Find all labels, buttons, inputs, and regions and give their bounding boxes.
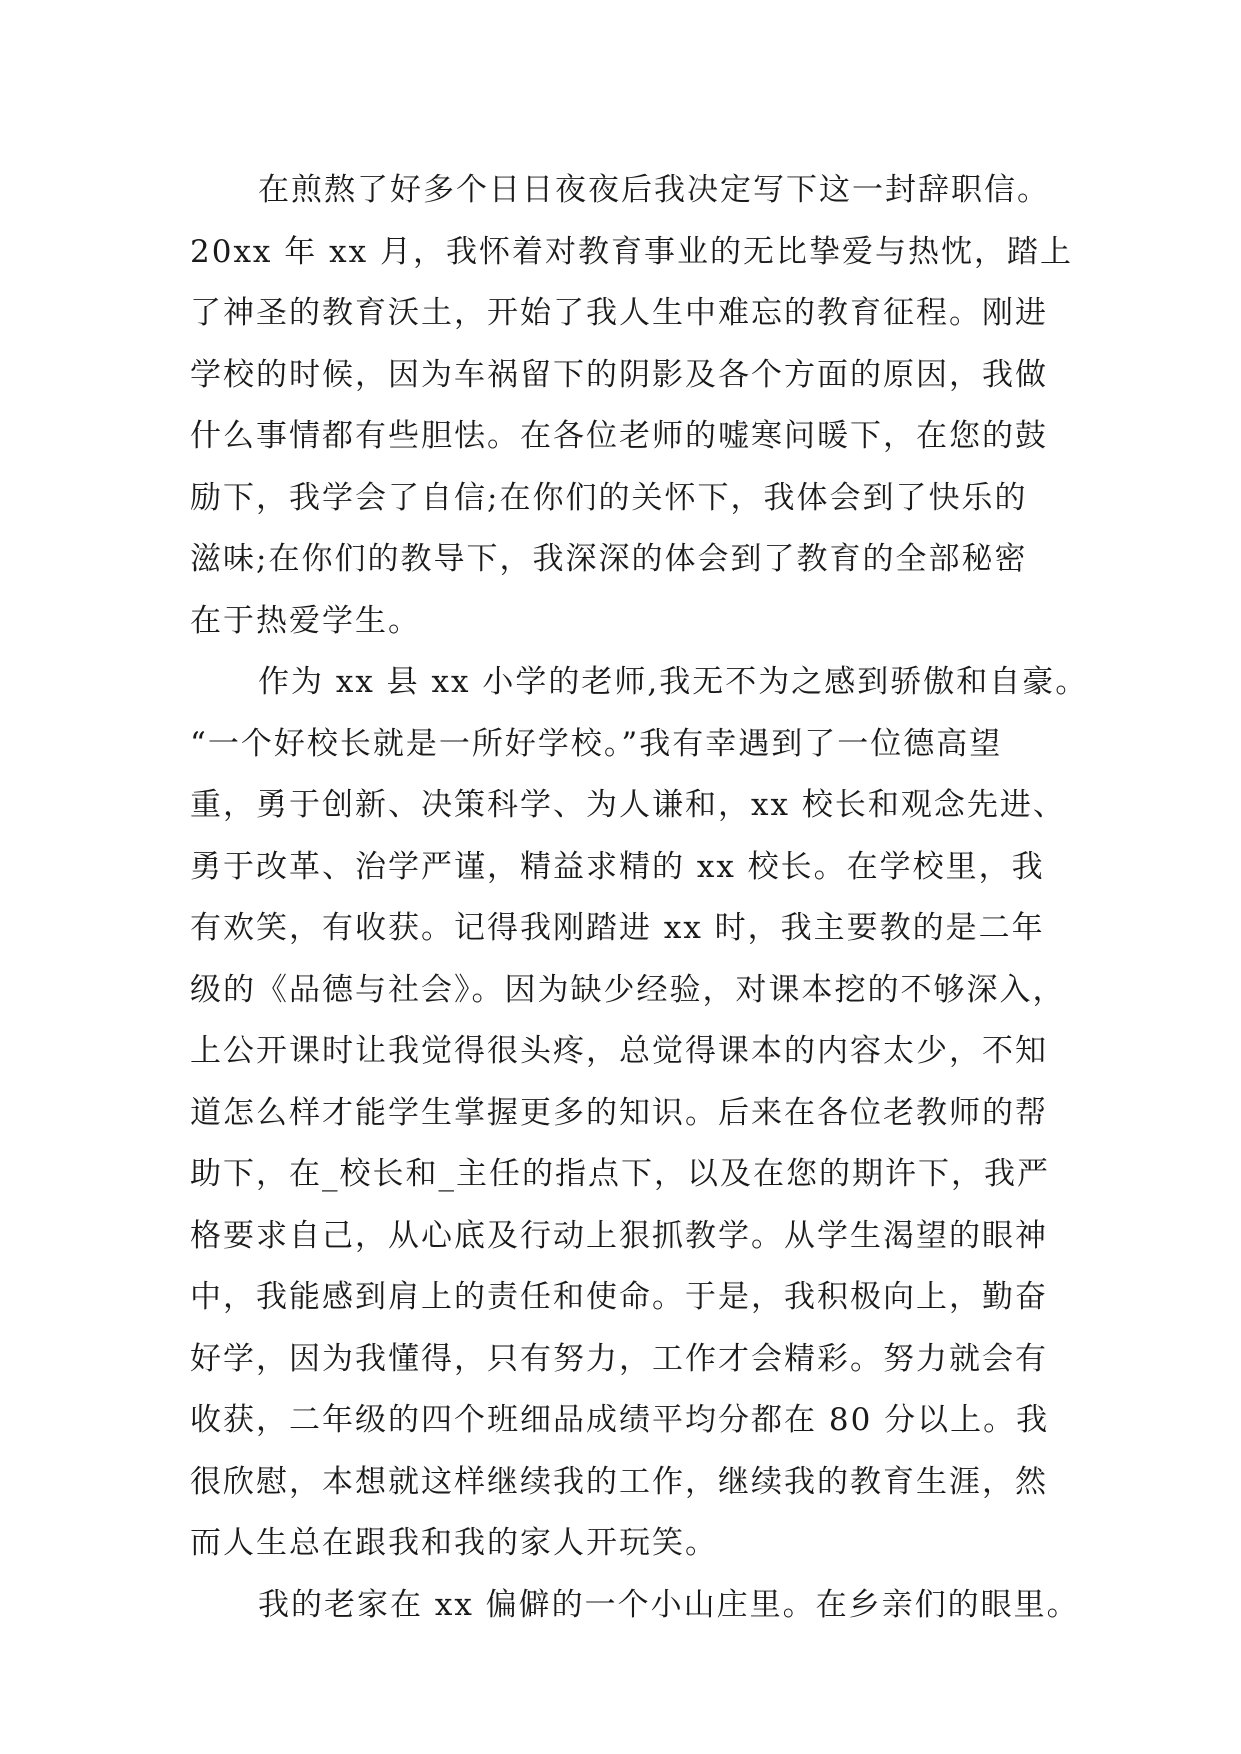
paragraph-1-line-1: 在煎熬了好多个日日夜夜后我决定写下这一封辞职信。 bbox=[258, 172, 1050, 208]
paragraph-1-line-7: 滋味;在你们的教导下，我深深的体会到了教育的全部秘密 bbox=[190, 541, 1028, 577]
paragraph-1-line-3: 了神圣的教育沃土，开始了我人生中难忘的教育征程。刚进 bbox=[190, 295, 1048, 331]
paragraph-2-line-14: 很欣慰，本想就这样继续我的工作，继续我的教育生涯，然 bbox=[190, 1463, 1048, 1500]
paragraph-2-line-11: 中，我能感到肩上的责任和使命。于是，我积极向上，勤奋 bbox=[190, 1279, 1048, 1315]
paragraph-2-line-13: 收获，二年级的四个班细品成绩平均分都在 80 分以上。我 bbox=[190, 1402, 1050, 1438]
paragraph-1-line-8: 在于热爱学生。 bbox=[190, 602, 421, 639]
paragraph-2-line-6: 级的《品德与社会》。因为缺少经验，对课本挖的不够深入， bbox=[190, 971, 1066, 1008]
paragraph-3-line-1: 我的老家在 xx 偏僻的一个小山庄里。在乡亲们的眼里。 bbox=[258, 1586, 1080, 1623]
paragraph-1-line-4: 学校的时候，因为车祸留下的阴影及各个方面的原因，我做 bbox=[190, 356, 1048, 393]
letter-body bbox=[190, 160, 1089, 1636]
paragraph-2-line-10: 格要求自己，从心底及行动上狠抓教学。从学生渴望的眼神 bbox=[190, 1217, 1048, 1254]
paragraph-2-line-2: “一个好校长就是一所好学校。”我有幸遇到了一位德高望 bbox=[190, 725, 1003, 762]
paragraph-2-line-4: 勇于改革、治学严谨，精益求精的 xx 校长。在学校里，我 bbox=[190, 848, 1045, 885]
paragraph-2-line-1: 作为 xx 县 xx 小学的老师,我无不为之感到骄傲和自豪。 bbox=[258, 664, 1089, 700]
paragraph-2-line-5: 有欢笑，有收获。记得我刚踏进 xx 时，我主要教的是二年 bbox=[190, 910, 1045, 946]
paragraph-2-line-8: 道怎么样才能学生掌握更多的知识。后来在各位老教师的帮 bbox=[190, 1094, 1048, 1131]
paragraph-2-line-3: 重，勇于创新、决策科学、为人谦和，xx 校长和观念先进、 bbox=[190, 787, 1066, 823]
paragraph-1-line-2: 20xx 年 xx 月，我怀着对教育事业的无比挚爱与热忱，踏上 bbox=[190, 233, 1073, 270]
paragraph-2-line-12: 好学，因为我懂得，只有努力，工作才会精彩。努力就会有 bbox=[190, 1340, 1048, 1377]
paragraph-1-line-6: 励下，我学会了自信;在你们的关怀下，我体会到了快乐的 bbox=[190, 479, 1028, 516]
paragraph-2-line-9: 助下，在_校长和_主任的指点下，以及在您的期许下，我严 bbox=[190, 1156, 1050, 1192]
paragraph-1-line-5: 什么事情都有些胆怯。在各位老师的嘘寒问暖下，在您的鼓 bbox=[190, 418, 1048, 454]
paragraph-2-line-15: 而人生总在跟我和我的家人开玩笑。 bbox=[190, 1525, 718, 1561]
paragraph-2-line-7: 上公开课时让我觉得很头疼，总觉得课本的内容太少，不知 bbox=[190, 1033, 1048, 1069]
